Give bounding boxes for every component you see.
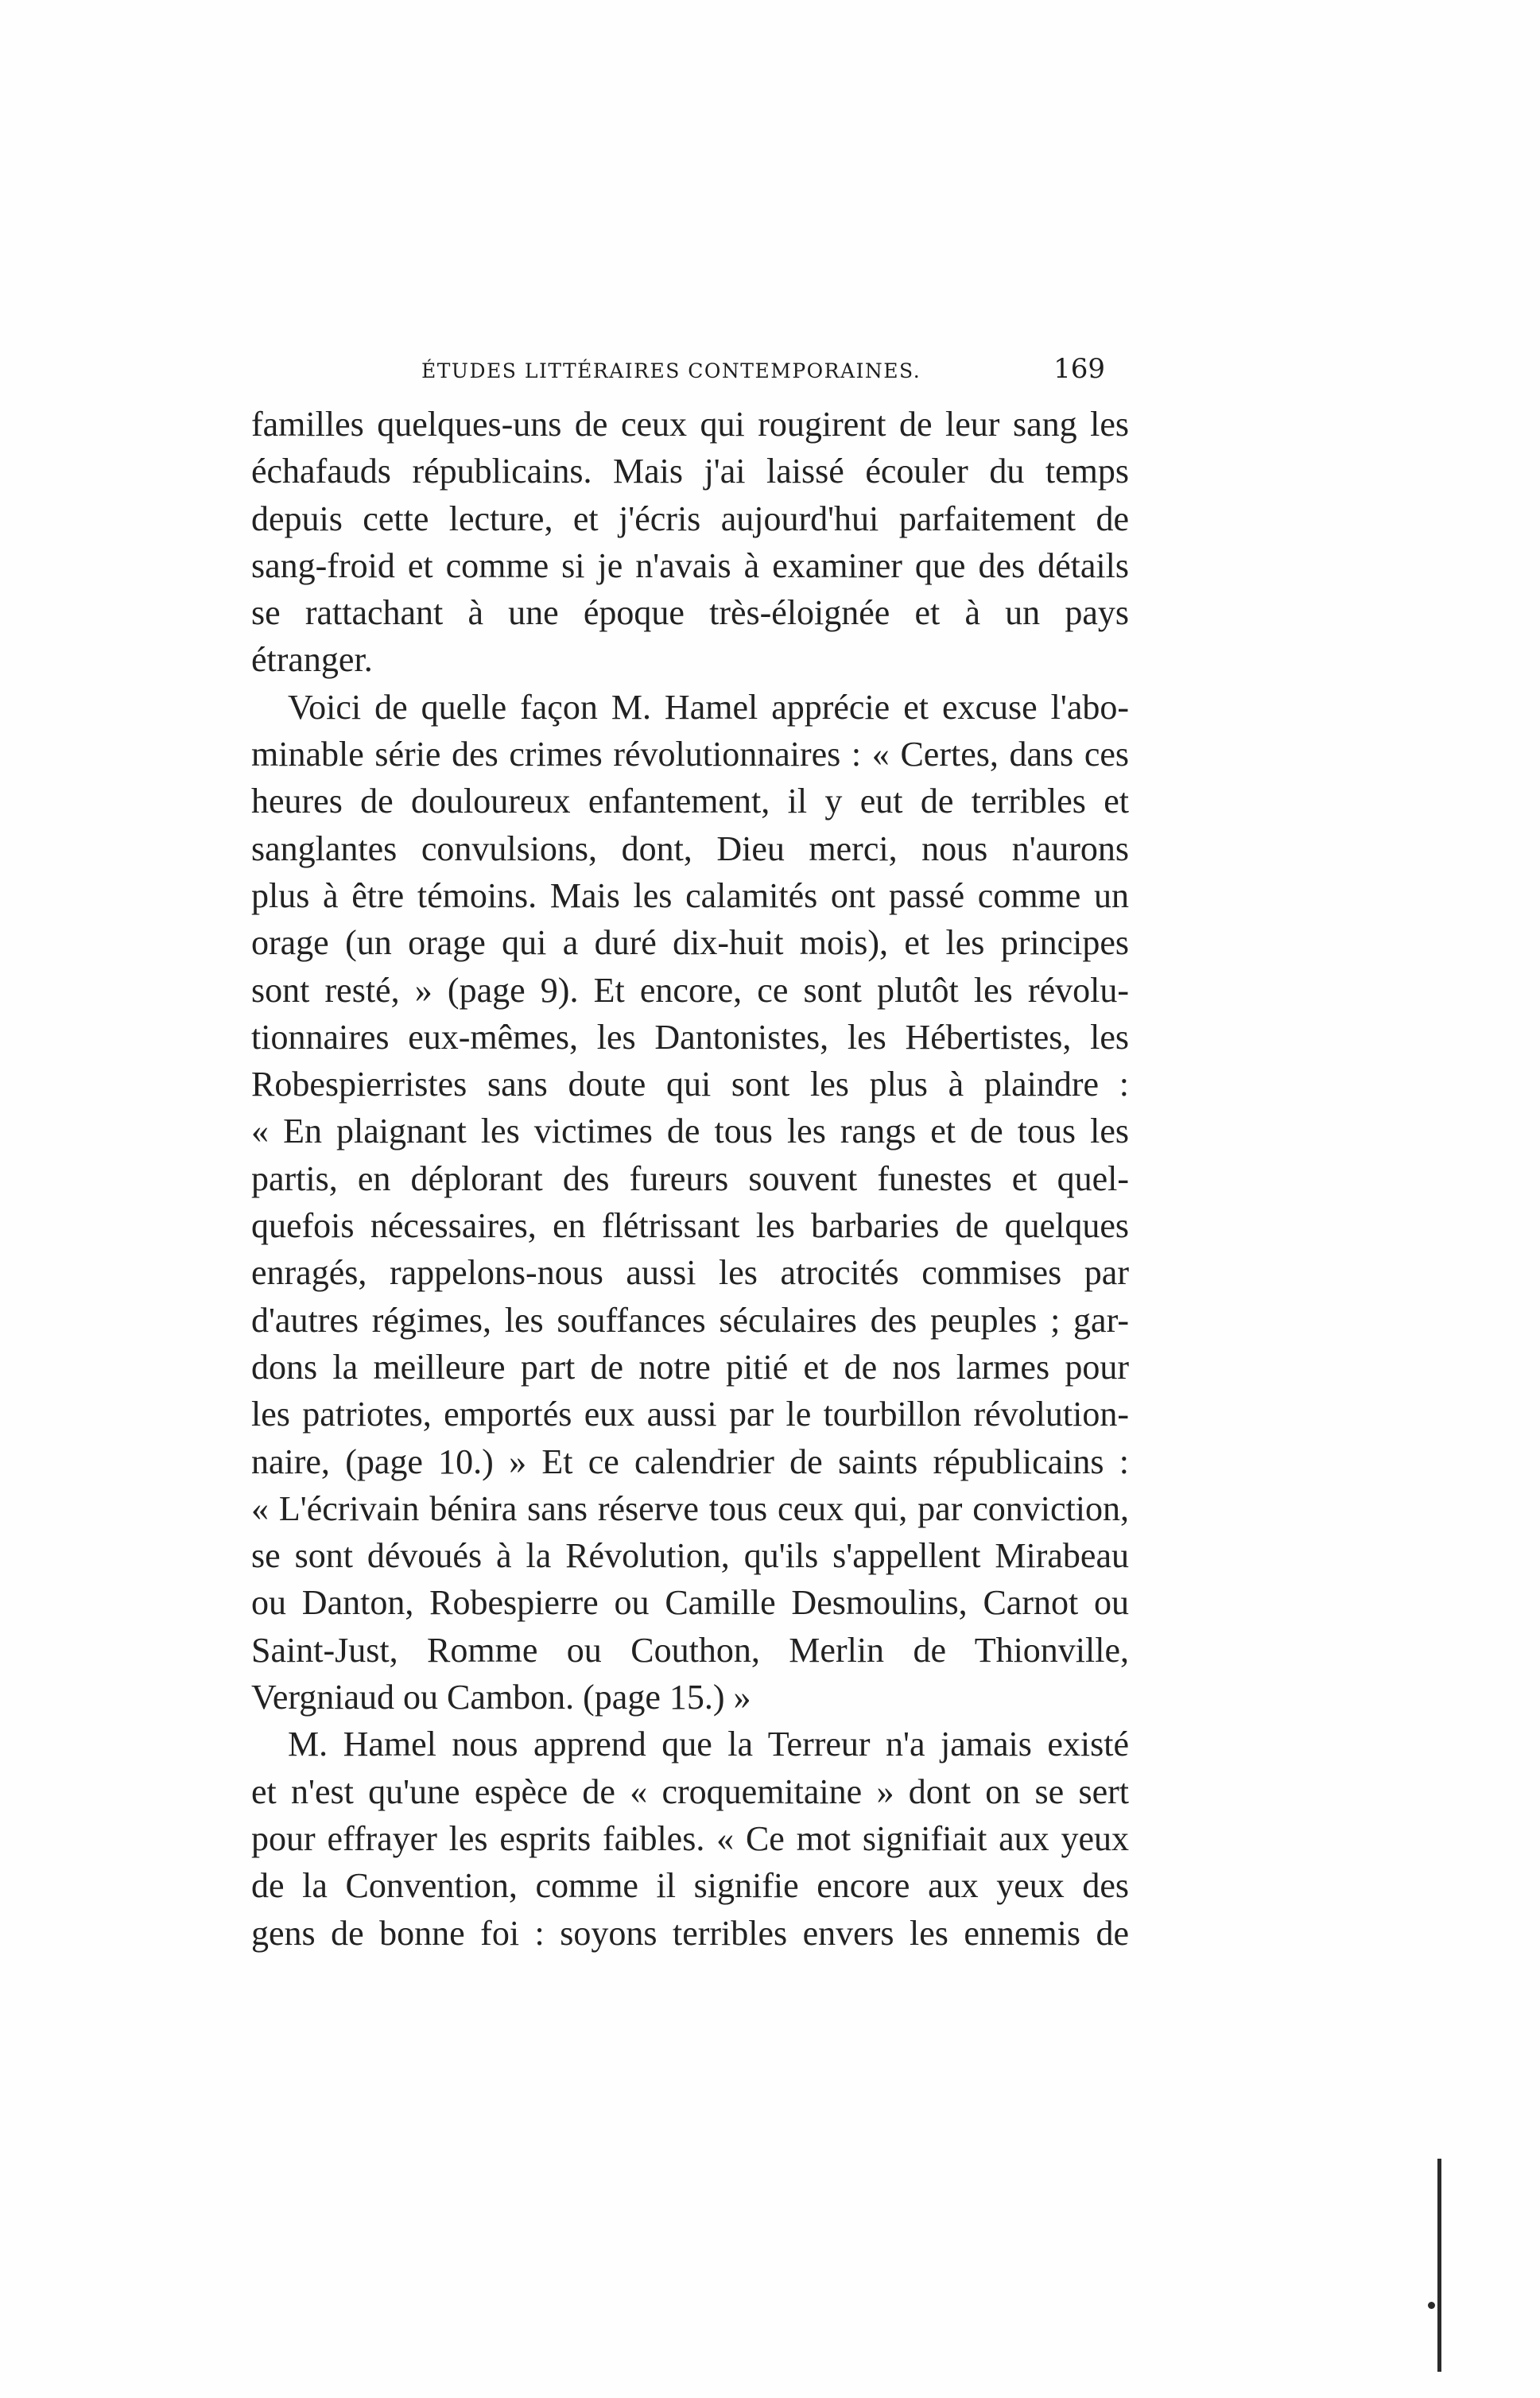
text-line: partis, en déplorant des fureurs souvent funestes et quel- (251, 1158, 1129, 1198)
running-title: ÉTUDES LITTÉRAIRES CONTEMPORAINES. (421, 359, 921, 382)
text-line: sont resté, » (page 9). Et encore, ce sont plutôt les révolu- (251, 970, 1129, 1010)
text-line: heures de douloureux enfantement, il y eut de terribles et (251, 782, 1129, 821)
text-line: se sont dévoués à la Révolution, qu'ils s'appellent Mirabeau (251, 1536, 1129, 1576)
page-number: 169 (1053, 353, 1105, 385)
text-line: Voici de quelle façon M. Hamel apprécie et excuse l'abo- (288, 687, 1129, 727)
text-line: sang-froid et comme si je n'avais à examiner que des détails (251, 545, 1129, 585)
text-line: M. Hamel nous apprend que la Terreur n'a jamais existé (288, 1725, 1129, 1764)
text-line: orage (un orage qui a duré dix-huit mois), et les principes (251, 923, 1129, 963)
text-line: depuis cette lecture, et j'écris aujourd'hui parfaitement de (251, 499, 1129, 538)
text-line: et n'est qu'une espèce de « croquemitaine » dont on se sert (251, 1771, 1129, 1811)
text-line: Vergniaud ou Cambon. (page 15.) » (251, 1678, 751, 1717)
text-line: sanglantes convulsions, dont, Dieu merci, nous n'aurons (251, 828, 1129, 868)
text-line: échafauds républicains. Mais j'ai laissé écouler du temps (251, 452, 1129, 491)
text-line: Saint-Just, Romme ou Couthon, Merlin de Thionville, (251, 1630, 1129, 1670)
text-line: ou Danton, Robespierre ou Camille Desmoulins, Carnot ou (251, 1583, 1129, 1623)
running-head (251, 353, 1129, 394)
text-line: plus à être témoins. Mais les calamités ont passé comme un (251, 875, 1129, 915)
text-line: les patriotes, emportés eux aussi par le tourbillon révolution- (251, 1395, 1129, 1434)
text-line: « En plaignant les victimes de tous les rangs et de tous les (251, 1112, 1129, 1151)
margin-dot (1428, 2302, 1435, 2309)
body-text (251, 401, 1129, 1957)
text-line: dons la meilleure part de notre pitié et de nos larmes pour (251, 1347, 1129, 1387)
text-line: pour effrayer les esprits faibles. « Ce mot signifiait aux yeux (251, 1818, 1129, 1858)
text-line: familles quelques-uns de ceux qui rougirent de leur sang les (251, 405, 1129, 444)
margin-rule (1437, 2159, 1441, 2372)
text-line: enragés, rappelons-nous aussi les atrocités commises par (251, 1253, 1129, 1293)
text-line: étranger. (251, 640, 373, 680)
text-line: « L'écrivain bénira sans réserve tous ceux qui, par conviction, (251, 1488, 1129, 1528)
text-line: quefois nécessaires, en flétrissant les barbaries de quelques (251, 1206, 1129, 1246)
text-line: tionnaires eux-mêmes, les Dantonistes, les Hébertistes, les (251, 1017, 1129, 1057)
text-line: naire, (page 10.) » Et ce calendrier de saints républicains : (251, 1442, 1129, 1481)
text-line: Robespierristes sans doute qui sont les plus à plaindre : (251, 1065, 1129, 1104)
text-line: de la Convention, comme il signifie encore aux yeux des (251, 1866, 1129, 1906)
text-line: minable série des crimes révolutionnaires : « Certes, dans ces (251, 735, 1129, 774)
text-line: d'autres régimes, les souffances séculaires des peuples ; gar- (251, 1300, 1129, 1340)
text-line: se rattachant à une époque très-éloignée et à un pays (251, 593, 1129, 633)
text-line: gens de bonne foi : soyons terribles envers les ennemis de (251, 1913, 1129, 1953)
